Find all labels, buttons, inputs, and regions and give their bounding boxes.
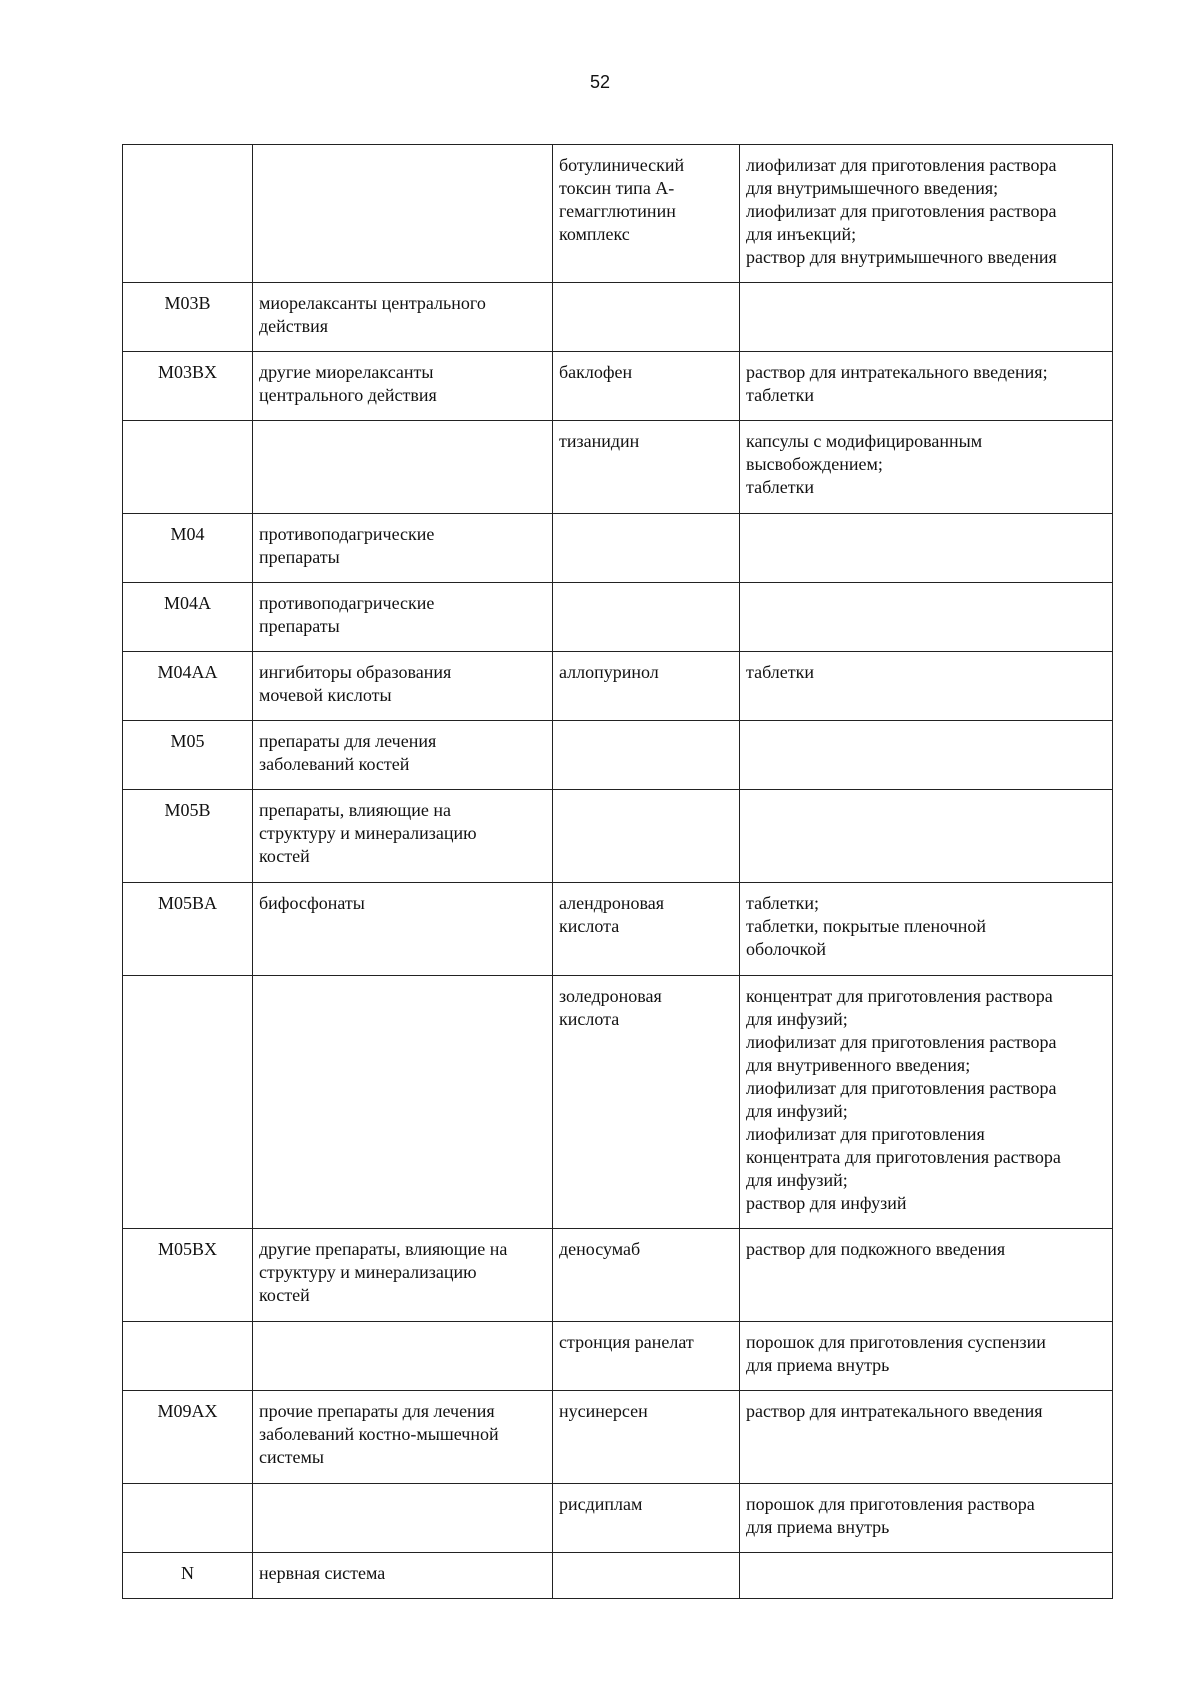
atc-code-cell: M04A	[123, 583, 253, 652]
atc-code-cell: M03B	[123, 283, 253, 352]
atc-code-cell	[123, 1484, 253, 1553]
substance-cell	[553, 583, 740, 652]
dosage-forms-cell: капсулы с модифицированным высвобождением; таблетки	[740, 421, 1113, 514]
atc-code-cell: M09AX	[123, 1391, 253, 1484]
substance-cell	[553, 1553, 740, 1599]
substance-cell: баклофен	[553, 352, 740, 421]
group-name-cell: другие препараты, влияющие на структуру и минерализацию костей	[253, 1229, 553, 1322]
table-row	[123, 976, 1113, 1229]
table-row	[123, 1553, 1113, 1599]
table-row	[123, 352, 1113, 421]
dosage-forms-cell: раствор для подкожного введения	[740, 1229, 1113, 1322]
drug-table	[122, 144, 1113, 1599]
dosage-forms-cell	[740, 721, 1113, 790]
atc-code-cell: M05B	[123, 790, 253, 883]
atc-code-cell	[123, 421, 253, 514]
atc-code-cell: M04	[123, 514, 253, 583]
group-name-cell	[253, 145, 553, 283]
substance-cell: аллопуринол	[553, 652, 740, 721]
table-row	[123, 421, 1113, 514]
atc-code-cell: M03BX	[123, 352, 253, 421]
dosage-forms-cell	[740, 790, 1113, 883]
substance-cell: ботулинический токсин типа А- гемагглютинин комплекс	[553, 145, 740, 283]
atc-code-cell: M05BA	[123, 883, 253, 976]
dosage-forms-cell	[740, 514, 1113, 583]
table-row	[123, 1484, 1113, 1553]
table-row	[123, 1391, 1113, 1484]
group-name-cell: ингибиторы образования мочевой кислоты	[253, 652, 553, 721]
group-name-cell: препараты, влияющие на структуру и минерализацию костей	[253, 790, 553, 883]
group-name-cell: бифосфонаты	[253, 883, 553, 976]
dosage-forms-cell: раствор для интратекального введения; таблетки	[740, 352, 1113, 421]
substance-cell	[553, 514, 740, 583]
table-row	[123, 721, 1113, 790]
substance-cell: тизанидин	[553, 421, 740, 514]
dosage-forms-cell	[740, 583, 1113, 652]
substance-cell	[553, 721, 740, 790]
dosage-forms-cell: таблетки; таблетки, покрытые пленочной оболочкой	[740, 883, 1113, 976]
dosage-forms-cell: порошок для приготовления суспензии для приема внутрь	[740, 1322, 1113, 1391]
atc-code-cell: M05BX	[123, 1229, 253, 1322]
table-row	[123, 652, 1113, 721]
table-row	[123, 1229, 1113, 1322]
page-number: 52	[589, 72, 611, 92]
atc-code-cell	[123, 976, 253, 1229]
table-row	[123, 1322, 1113, 1391]
table-row	[123, 790, 1113, 883]
substance-cell: стронция ранелат	[553, 1322, 740, 1391]
dosage-forms-cell: лиофилизат для приготовления раствора для внутримышечного введения; лиофилизат для приготовления раствора для инъекций; раствор для внутримышечного введения	[740, 145, 1113, 283]
group-name-cell	[253, 1322, 553, 1391]
table-row	[123, 514, 1113, 583]
group-name-cell: препараты для лечения заболеваний костей	[253, 721, 553, 790]
atc-code-cell: M04AA	[123, 652, 253, 721]
dosage-forms-cell	[740, 1553, 1113, 1599]
dosage-forms-cell: порошок для приготовления раствора для приема внутрь	[740, 1484, 1113, 1553]
group-name-cell: миорелаксанты центрального действия	[253, 283, 553, 352]
group-name-cell: нервная система	[253, 1553, 553, 1599]
group-name-cell: противоподагрические препараты	[253, 514, 553, 583]
substance-cell: нусинерсен	[553, 1391, 740, 1484]
dosage-forms-cell	[740, 283, 1113, 352]
atc-code-cell	[123, 145, 253, 283]
group-name-cell	[253, 976, 553, 1229]
dosage-forms-cell: концентрат для приготовления раствора для инфузий; лиофилизат для приготовления раствора для внутривенного введения; лиофилизат для приготовления раствора для инфузий; лиофилизат для приготовления концентрата для приготовления раствора для инфузий; раствор для инфузий	[740, 976, 1113, 1229]
substance-cell: золедроновая кислота	[553, 976, 740, 1229]
dosage-forms-cell: таблетки	[740, 652, 1113, 721]
table-row	[123, 883, 1113, 976]
group-name-cell: другие миорелаксанты центрального действия	[253, 352, 553, 421]
substance-cell	[553, 283, 740, 352]
atc-code-cell	[123, 1322, 253, 1391]
group-name-cell	[253, 1484, 553, 1553]
table-row	[123, 583, 1113, 652]
substance-cell	[553, 790, 740, 883]
atc-code-cell: N	[123, 1553, 253, 1599]
table-row	[123, 145, 1113, 283]
substance-cell: алендроновая кислота	[553, 883, 740, 976]
table-row	[123, 283, 1113, 352]
group-name-cell	[253, 421, 553, 514]
group-name-cell: прочие препараты для лечения заболеваний костно-мышечной системы	[253, 1391, 553, 1484]
group-name-cell: противоподагрические препараты	[253, 583, 553, 652]
substance-cell: рисдиплам	[553, 1484, 740, 1553]
atc-code-cell: M05	[123, 721, 253, 790]
dosage-forms-cell: раствор для интратекального введения	[740, 1391, 1113, 1484]
substance-cell: деносумаб	[553, 1229, 740, 1322]
